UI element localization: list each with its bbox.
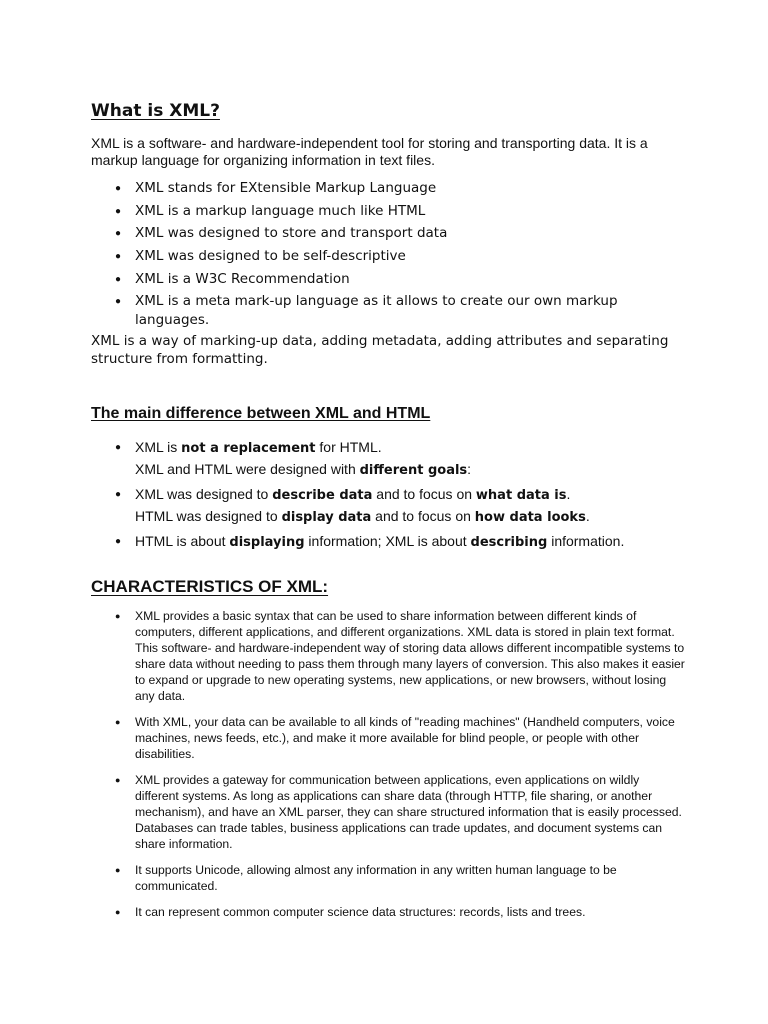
section-title-characteristics: CHARACTERISTICS OF XML: xyxy=(91,577,329,596)
section-title-what-is-xml: What is XML? xyxy=(91,101,220,121)
bullet-icon: ● xyxy=(115,442,122,453)
list-item: ● XML was designed to be self-descriptive xyxy=(115,248,406,265)
list-item: ● It can represent common computer science data structures: records, lists and trees. xyxy=(115,905,586,919)
list-item: ● With XML, your data can be available to all kinds of "reading machines" (Handheld computers, voice machines, news feeds, etc.), and make it more available for blind people, or people with other disabilities. xyxy=(115,715,675,761)
list-item: ● XML is a markup language much like HTML xyxy=(115,202,426,219)
bullet-icon: ● xyxy=(115,611,121,621)
list-item: ● XML was designed to store and transport data xyxy=(115,225,448,242)
list-item: ● XML is a meta mark-up language as it allows to create our own markup languages. xyxy=(115,293,618,329)
bullet-icon: ● xyxy=(115,489,122,500)
bullet-icon: ● xyxy=(115,296,122,308)
bullet-icon: ● xyxy=(115,865,121,875)
xml-facts-list xyxy=(0,179,768,334)
bullet-icon: ● xyxy=(115,228,122,240)
bullet-icon: ● xyxy=(115,717,121,727)
list-item: ● XML provides a basic syntax that can be used to share information between different kinds of computers, different applications, and different organizations. XML data is stored in plain text format. This software- and hardware-independent way of storing data allows different incompatible systems to share data without needing to pass them through many layers of conversion. This also makes it easier to expand or upgrade to new operating systems, new applications, or new browsers, without losing any data. xyxy=(115,609,685,703)
section-title-main-difference: The main difference between XML and HTML xyxy=(91,405,431,422)
list-item: ● It supports Unicode, allowing almost any information in any written human language to be communicated. xyxy=(115,863,617,893)
outro-paragraph: XML is a way of marking-up data, adding metadata, adding attributes and separating structure from formatting. xyxy=(91,333,669,367)
bullet-icon: ● xyxy=(115,205,122,217)
difference-list xyxy=(0,437,768,556)
list-item: ● HTML is about displaying information; XML is about describing information. xyxy=(115,533,625,550)
bullet-icon: ● xyxy=(115,907,121,917)
bullet-icon: ● xyxy=(115,251,122,263)
bullet-icon: ● xyxy=(115,183,122,194)
bullet-icon: ● xyxy=(115,273,122,285)
list-item: ● XML is not a replacement for HTML. XML and HTML were designed with different goals: xyxy=(115,439,472,478)
bullet-icon: ● xyxy=(115,775,121,785)
list-item: ● XML was designed to describe data and to focus on what data is. HTML was designed to display data and to focus on how data looks. xyxy=(115,486,590,525)
characteristics-list xyxy=(0,608,768,930)
list-item: ● XML provides a gateway for communication between applications, even applications on wildly different systems. As long as applications can share data (through HTTP, file sharing, or another mechanism), and have an XML parser, they can share structured information that is easily processed. Databases can trade tables, business applications can trade updates, and document systems can share information. xyxy=(115,773,682,851)
intro-paragraph: XML is a software- and hardware-independent tool for storing and transporting data. It is a markup language for organizing information in text files. xyxy=(91,135,648,168)
list-item: ● XML is a W3C Recommendation xyxy=(115,270,350,287)
bullet-icon: ● xyxy=(115,536,122,547)
list-item: ● XML stands for EXtensible Markup Language xyxy=(115,180,437,196)
